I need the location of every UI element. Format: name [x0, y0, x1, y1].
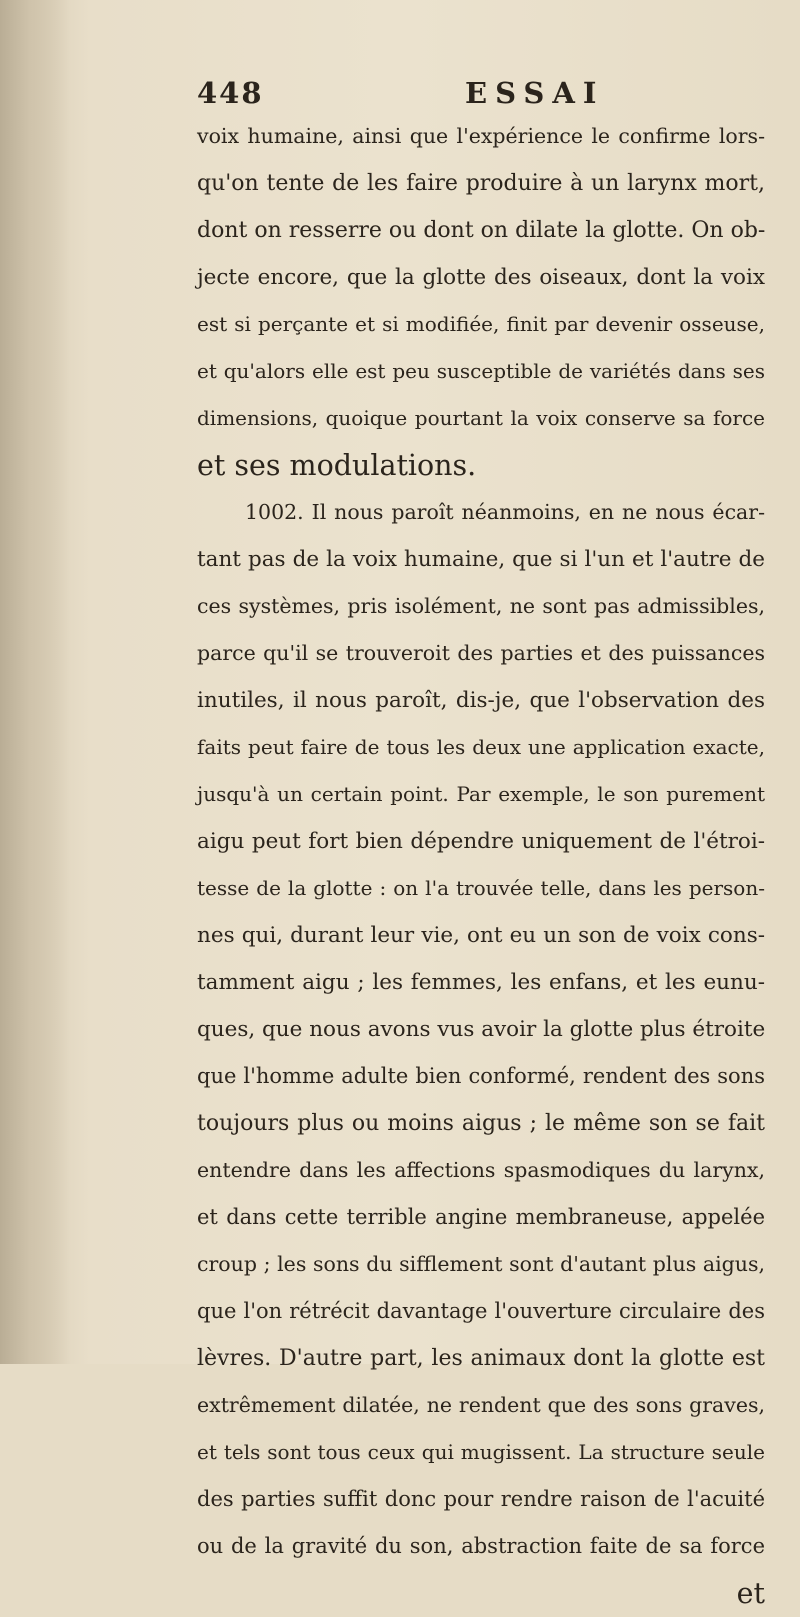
text-line: voix humaine, ainsi que l'expérience le confirme lors- [197, 124, 765, 148]
text-line: jusqu'à un certain point. Par exemple, le son purement [197, 782, 765, 806]
text-line: tesse de la glotte : on l'a trouvée telle, dans les person- [197, 876, 765, 900]
text-line: ques, que nous avons vus avoir la glotte plus étroite [197, 1017, 766, 1042]
text-line: dont on resserre ou dont on dilate la glotte. On ob- [197, 218, 766, 243]
text-line: dimensions, quoique pourtant la voix conserve sa force [197, 406, 765, 430]
page-number: 448 [197, 76, 264, 110]
text-line: que l'on rétrécit davantage l'ouverture circulaire des [197, 1299, 765, 1323]
text-line: est si perçante et si modifiée, finit par devenir osseuse, [197, 312, 765, 336]
text-line: et tels sont tous ceux qui mugissent. La structure seule [197, 1440, 765, 1464]
text-line: nes qui, durant leur vie, ont eu un son de voix cons- [197, 923, 765, 948]
text-line: et ses modulations. [197, 449, 477, 482]
text-line: extrêmement dilatée, ne rendent que des sons graves, [197, 1393, 765, 1417]
text-line: lèvres. D'autre part, les animaux dont la glotte est [197, 1346, 765, 1371]
text-line: faits peut faire de tous les deux une application exacte, [197, 735, 765, 759]
text-line: tant pas de la voix humaine, que si l'un et l'autre de [197, 547, 765, 572]
text-line: des parties suffit donc pour rendre raison de l'acuité [197, 1487, 765, 1511]
text-line: qu'on tente de les faire produire à un larynx mort, [197, 171, 765, 196]
text-line: tamment aigu ; les femmes, les enfans, et les eunu- [197, 970, 765, 995]
text-line: inutiles, il nous paroît, dis-je, que l'observation des [197, 688, 765, 713]
body-text [197, 113, 765, 1617]
text-line: et dans cette terrible angine membraneuse, appelée [197, 1205, 765, 1229]
text-line: parce qu'il se trouveroit des parties et des puissances [197, 641, 765, 665]
text-line: entendre dans les affections spasmodiques du larynx, [197, 1158, 765, 1182]
text-line: toujours plus ou moins aigus ; le même son se fait [197, 1111, 765, 1136]
text-line: et qu'alors elle est peu susceptible de variétés dans ses [197, 359, 765, 383]
running-head: ESSAI [465, 76, 605, 110]
text-line: ou de la gravité du son, abstraction faite de sa force [197, 1534, 765, 1558]
catchword: et [736, 1577, 765, 1610]
text-line: aigu peut fort bien dépendre uniquement de l'étroi- [197, 829, 765, 854]
text-line: que l'homme adulte bien conformé, rendent des sons [197, 1064, 765, 1088]
text-line: jecte encore, que la glotte des oiseaux, dont la voix [197, 265, 765, 290]
text-line: ces systèmes, pris isolément, ne sont pas admissibles, [197, 594, 765, 618]
text-line: croup ; les sons du sifflement sont d'autant plus aigus, [197, 1252, 765, 1276]
page-header [197, 76, 757, 116]
paragraph-start-line: 1002. Il nous paroît néanmoins, en ne nous écar- [245, 500, 765, 524]
page-gutter-shadow [0, 0, 70, 1364]
